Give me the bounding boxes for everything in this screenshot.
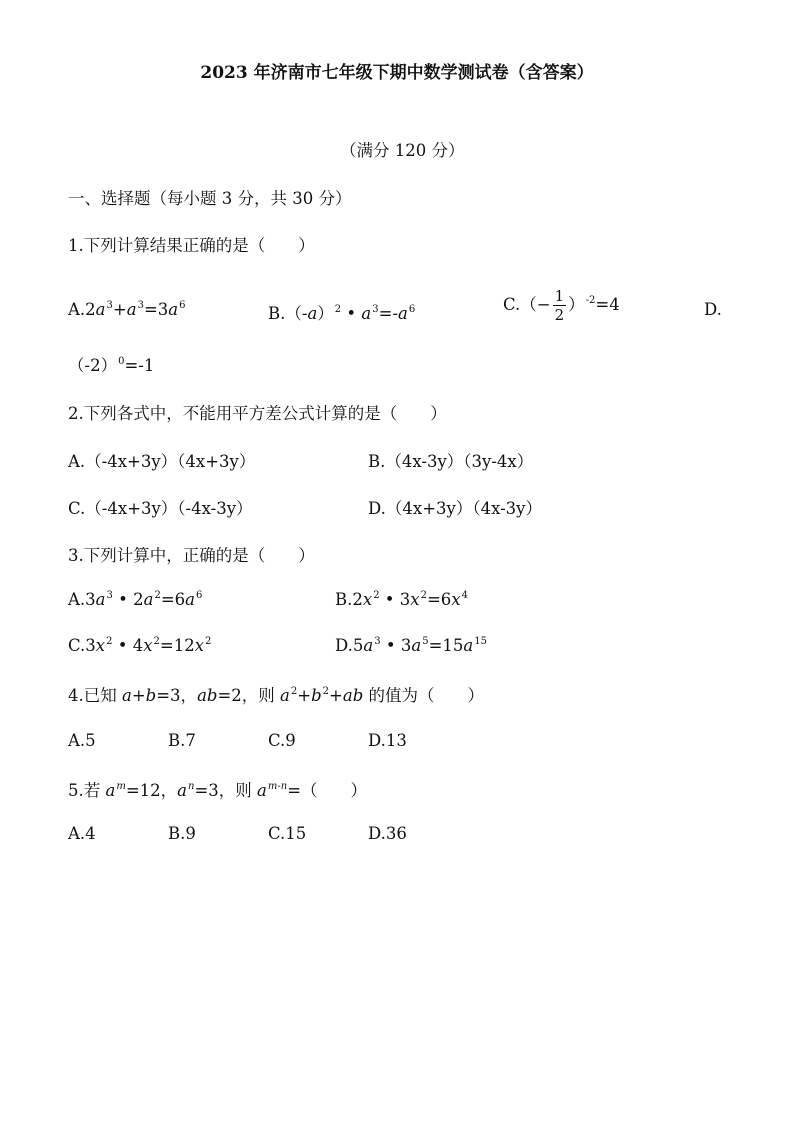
question-5-option: C.15 — [268, 824, 307, 843]
page-title: 2023 年济南市七年级下期中数学测试卷（含答案） — [200, 63, 594, 83]
question-3-option-c: $C.3x^2$ • $4x^2=12x^2$ — [68, 636, 212, 655]
question-5-option: B.9 — [168, 824, 196, 843]
question-4-option: A.5 — [68, 731, 96, 750]
full-score-note: （满分 120 分） — [340, 141, 465, 160]
question-5-option: D.36 — [368, 824, 407, 843]
question-1-option-d-label: D. — [704, 300, 722, 319]
question-1-option-b: $B.(-a)^2$ • $a^3=-a^6$ — [268, 304, 416, 323]
question-2-stem: 2.下列各式中，不能用平方差公式计算的是（ ） — [68, 404, 447, 423]
question-4-option: B.7 — [168, 731, 196, 750]
question-3-option-d: $D.5a^3$ • $3a^5=15a^{15}$ — [335, 636, 487, 655]
section-heading: 一、选择题（每小题 3 分，共 30 分） — [68, 189, 352, 208]
question-4-option: C.9 — [268, 731, 296, 750]
question-2-option-a: A.（-4x+3y）（4x+3y） — [68, 452, 256, 471]
question-3-option-a: $A.3a^3$ • $2a^2=6a^6$ — [68, 590, 203, 609]
question-2-option-c: C.（-4x+3y）（-4x-3y） — [68, 499, 253, 518]
question-1-stem: 1.下列计算结果正确的是（ ） — [68, 236, 315, 255]
question-1-option-d: $(-2)^0=-1$ — [68, 356, 155, 375]
question-4-option: D.13 — [368, 731, 407, 750]
question-5-stem: 5.若 $a^m=12$，$a^n=3$，则 $a^{m-n}=$（ ） — [68, 781, 368, 800]
question-4-stem: 4.已知 a+b=3，ab=2，则 $a^2+b^2+ab$ 的值为（ ） — [68, 686, 485, 705]
question-2-option-d: D.（4x+3y）（4x-3y） — [368, 499, 542, 518]
question-3-stem: 3.下列计算中，正确的是（ ） — [68, 546, 315, 565]
fraction: $\frac{1}{2}$ — [554, 287, 565, 324]
question-1-option-c: C.（− $\frac{1}{2}$ ）$^{-2}$=4 — [503, 287, 620, 324]
question-1-option-a: $A.2a^3+a^3=3a^6$ — [68, 300, 186, 319]
question-2-option-b: B.（4x-3y）（3y-4x） — [368, 452, 534, 471]
question-5-option: A.4 — [68, 824, 96, 843]
question-3-option-b: $B.2x^2$ • $3x^2=6x^4$ — [335, 590, 468, 609]
